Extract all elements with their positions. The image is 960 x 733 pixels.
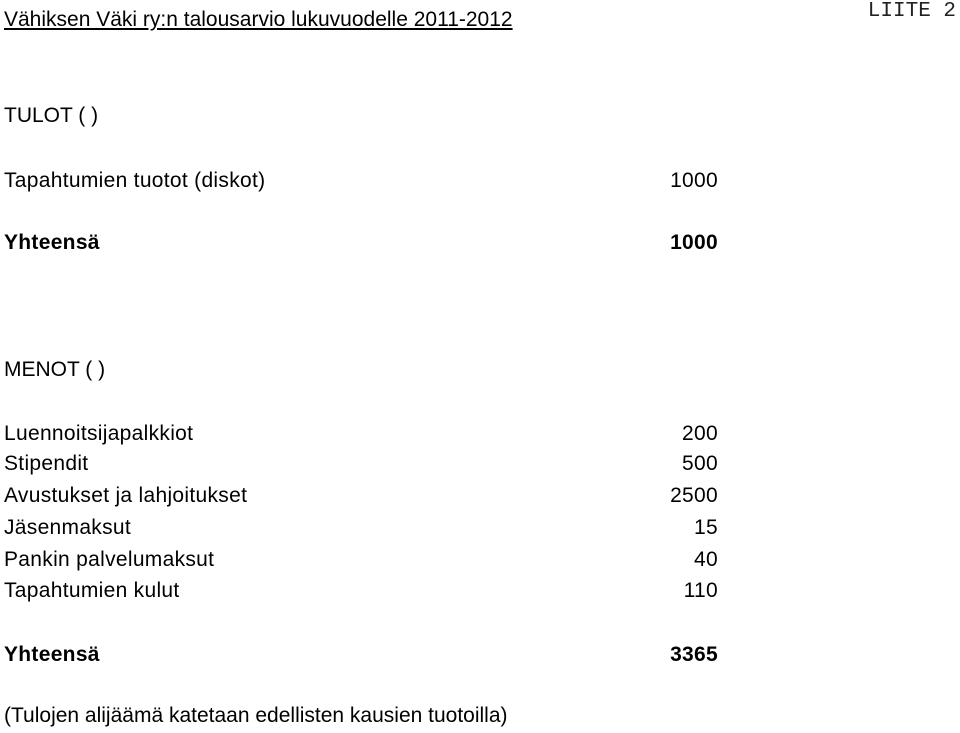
- income-total-label: Yhteensä: [4, 231, 100, 254]
- expense-row-label: Luennoitsijapalkkiot: [4, 422, 194, 445]
- income-total-row: [4, 228, 718, 258]
- expense-row-label: Avustukset ja lahjoitukset: [4, 484, 248, 507]
- expense-row-label: Pankin palvelumaksut: [4, 548, 215, 571]
- income-row: [4, 166, 718, 196]
- income-total-amount: 1000: [670, 231, 718, 254]
- expense-row: [4, 576, 718, 606]
- expense-row: [4, 513, 718, 543]
- expenses-total-amount: 3365: [670, 643, 718, 666]
- expense-row-amount: 500: [682, 452, 718, 475]
- document-title: Vähiksen Väki ry:n talousarvio lukuvuodelle 2011-2012: [4, 8, 513, 31]
- expense-row-amount: 2500: [670, 484, 718, 507]
- expense-row: [4, 419, 718, 449]
- expense-row: [4, 545, 718, 575]
- income-heading: TULOT ( ): [4, 104, 99, 127]
- expense-row-label: Tapahtumien kulut: [4, 579, 180, 602]
- expenses-total-row: [4, 640, 718, 670]
- expense-row: [4, 481, 718, 511]
- expense-row-amount: 40: [694, 548, 718, 571]
- expense-row-amount: 110: [683, 579, 718, 602]
- income-row-label: Tapahtumien tuotot (diskot): [4, 169, 266, 192]
- expense-row-label: Stipendit: [4, 452, 89, 475]
- expenses-total-label: Yhteensä: [4, 643, 100, 666]
- expense-row: [4, 449, 718, 479]
- footnote: (Tulojen alijäämä katetaan edellisten kausien tuotoilla): [4, 704, 508, 727]
- expense-row-amount: 200: [682, 422, 718, 445]
- income-row-amount: 1000: [670, 169, 718, 192]
- expenses-heading: MENOT ( ): [4, 358, 106, 381]
- expense-row-amount: 15: [694, 516, 718, 539]
- expense-row-label: Jäsenmaksut: [4, 516, 132, 539]
- attachment-label: LIITE 2: [867, 0, 956, 23]
